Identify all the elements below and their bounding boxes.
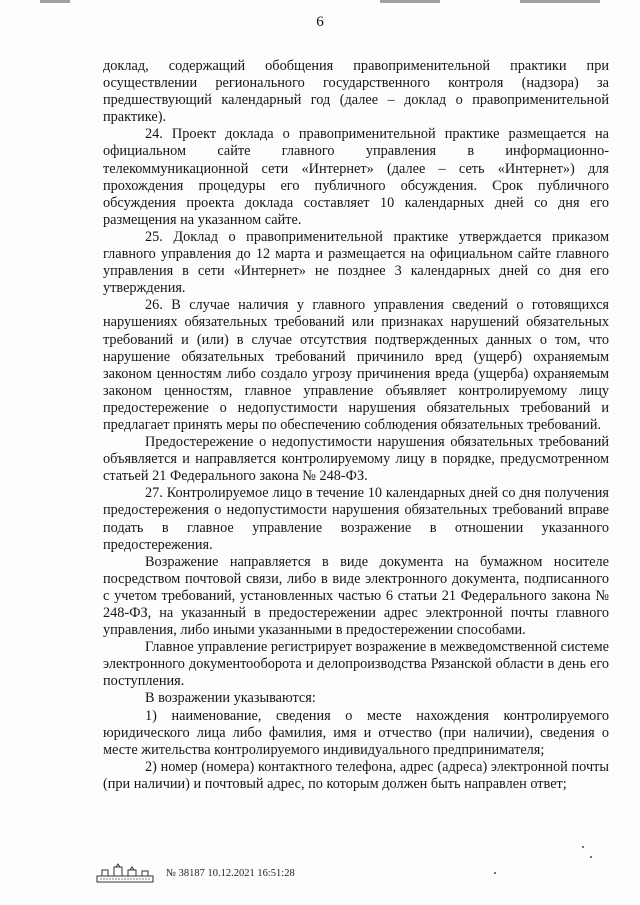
paragraph: Главное управление регистрирует возражение в межведомственной системе электронного документооборота и делопроизводства Рязанской области в день его поступления. [103, 639, 609, 690]
document-stamp: № 38187 10.12.2021 16:51:28 [166, 868, 295, 879]
scan-speck [582, 846, 584, 848]
scan-artifact [380, 0, 440, 3]
paragraph: 24. Проект доклада о правоприменительной практике размещается на официальном сайте главного управления в информационно-телекоммуникационной сети «Интернет» (далее – сеть «Интернет») для прохождения процедуры его публичного обсуждения. Срок публичного обсуждения проекта доклада составляет 10 календарных дней со дня его размещения на указанном сайте. [103, 126, 609, 228]
regional-emblem-icon [96, 862, 154, 884]
scan-artifact [40, 0, 70, 3]
scan-speck [590, 856, 592, 858]
paragraph: В возражении указываются: [145, 690, 316, 707]
paragraph: 26. В случае наличия у главного управления сведений о готовящихся нарушениях обязательных требований или признаках нарушений обязательных требований и (или) в случае отсутствия подтвержденных данных о том, что нарушение обязательных требований причинило вред (ущерб) охраняемым законом ценностям либо создало угрозу причинения вреда (ущерба) охраняемым законом ценностям, главное управление объявляет контролируемому лицу предостережение о недопустимости нарушения обязательных требований и предлагает принять меры по обеспечению соблюдения обязательных требований. [103, 297, 609, 433]
document-footer [96, 862, 496, 886]
paragraph: 1) наименование, сведения о месте нахождения контролируемого юридического лица либо фамилия, имя и отчество (при наличии), сведения о месте жительства контролируемого индивидуального предпринимателя; [103, 707, 609, 758]
paragraph: 25. Доклад о правоприменительной практике утверждается приказом главного управления до 12 марта и размещается на официальном сайте главного управления в сети «Интернет» не позднее 3 календарных дней со дня его утверждения. [103, 228, 609, 297]
document-body [103, 58, 609, 793]
paragraph: 27. Контролируемое лицо в течение 10 календарных дней со дня получения предостережения о недопустимости нарушения обязательных требований вправе подать в главное управление возражение в отношении указанного предостережения. [103, 485, 609, 553]
page-number: 6 [316, 14, 324, 30]
paragraph: Предостережение о недопустимости нарушения обязательных требований объявляется и направляется контролируемому лицу в порядке, предусмотренном статьей 21 Федерального закона № 248-ФЗ. [103, 434, 609, 485]
paragraph: 2) номер (номера) контактного телефона, адрес (адреса) электронной почты (при наличии) и почтовый адрес, по которым должен быть направлен ответ; [103, 758, 609, 792]
scan-artifact [520, 0, 600, 3]
paragraph: доклад, содержащий обобщения правоприменительной практики при осуществлении регионального государственного контроля (надзора) за предшествующий календарный год (далее – доклад о правоприменительной практике). [103, 58, 609, 126]
paragraph: Возражение направляется в виде документа на бумажном носителе посредством почтовой связи, либо в виде электронного документа, подписанного с учетом требований, установленных частью 6 статьи 21 Федерального закона № 248-ФЗ, на указанный в предостережении адрес электронной почты главного управления, либо иными указанными в предостережении способами. [103, 553, 609, 639]
